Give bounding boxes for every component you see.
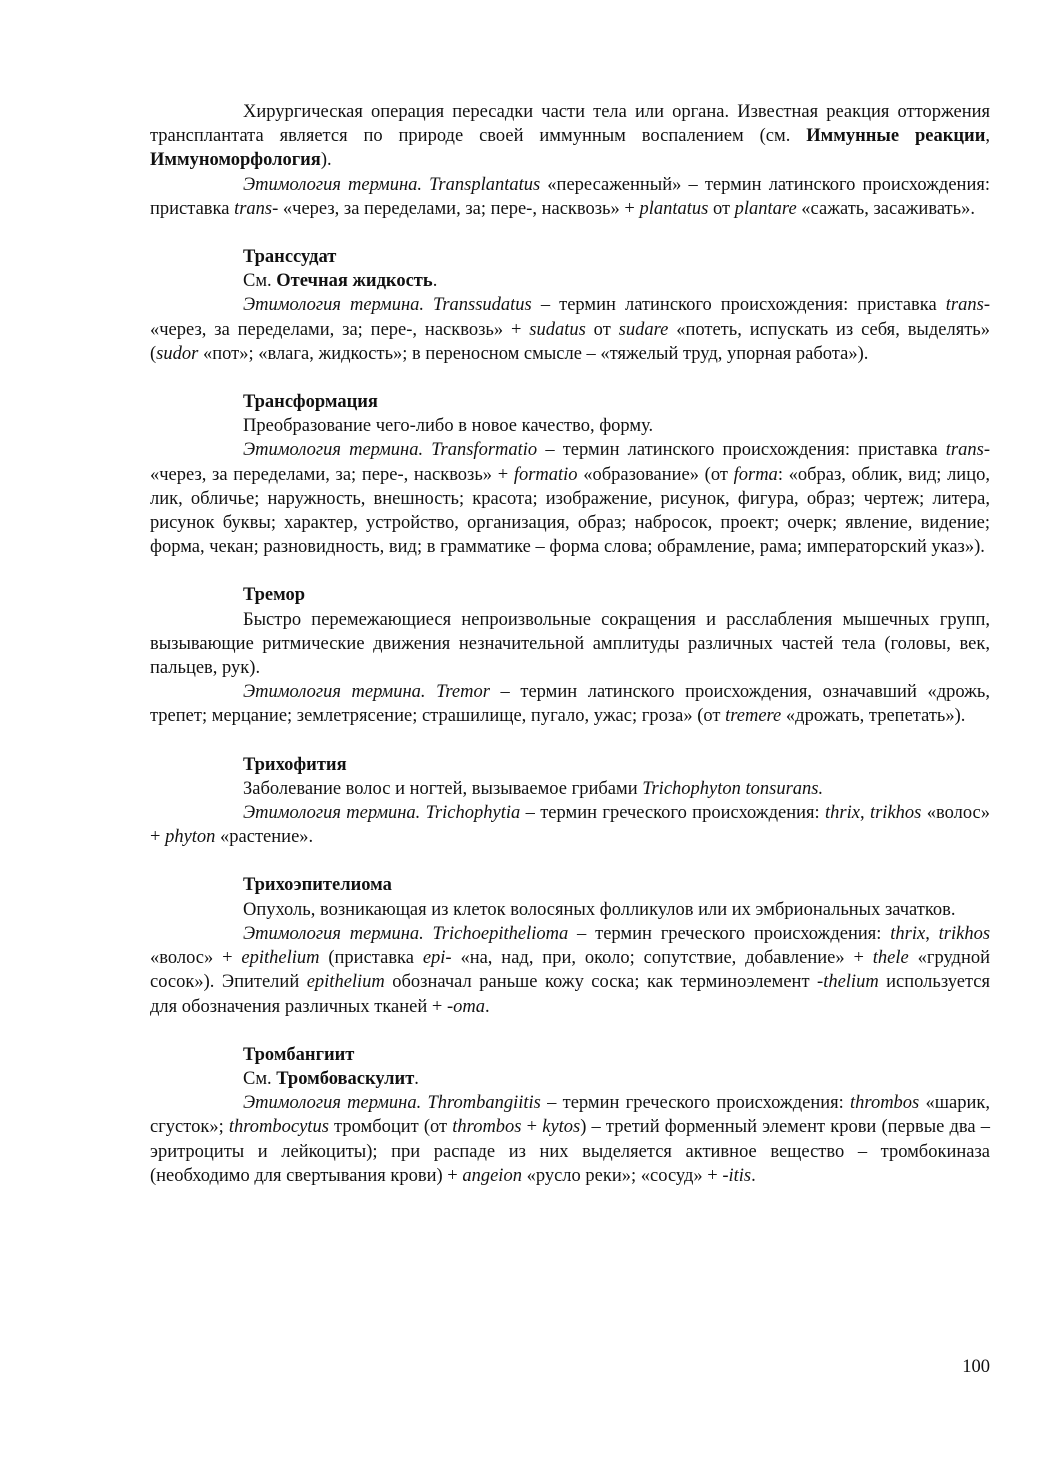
- paragraph: [150, 898, 990, 922]
- italic-term: thrombocytus: [228, 1117, 329, 1138]
- entry-heading: [150, 873, 990, 897]
- text-run: используется для обозначения различных тканей +: [150, 972, 991, 1017]
- entry-heading: [150, 245, 990, 269]
- italic-term: Trichophyton tonsurans.: [642, 778, 824, 799]
- entry-heading: [150, 753, 990, 777]
- text-run: – термин латинского происхождения, означавший «дрожь, трепет; мерцание; землетрясение; страшилище, пугало, ужас; гроза» (от: [150, 682, 990, 727]
- text-run: «через, за переделами, за; пере-, насквозь» +: [150, 319, 530, 340]
- cross-reference-term: Тромбоваскулит: [276, 1068, 415, 1089]
- italic-term: sudatus: [529, 319, 586, 340]
- italic-term: Этимология термина. Tremor: [243, 682, 490, 703]
- text-run: «растение».: [215, 827, 314, 848]
- italic-term: Этимология термина. Transplantatus: [243, 174, 541, 195]
- text-run: «образование» (от: [577, 464, 734, 485]
- text-run: Заболевание волос и ногтей, вызываемое грибами: [243, 778, 643, 799]
- italic-term: Этимология термина. Thrombangiitis: [243, 1093, 541, 1114]
- cross-reference-term: Иммуноморфология: [150, 150, 321, 171]
- text-run: «потеть, испускать из себя, выделять» (: [150, 319, 990, 364]
- text-run: Хирургическая операция пересадки части тела или органа. Известная реакция отторжения трансплантата является по природе своей иммунным воспалением (см.: [150, 102, 990, 147]
- text-run: Преобразование чего-либо в новое качество, форму.: [243, 416, 654, 437]
- paragraph-gap: [150, 1019, 990, 1043]
- italic-term: forma: [733, 464, 778, 485]
- text-run: от: [585, 319, 619, 340]
- text-run: См.: [243, 271, 277, 292]
- text-run: «грудной сосок»). Эпителий: [150, 948, 990, 993]
- italic-term: thrix: [890, 923, 926, 944]
- text-run: – термин греческого происхождения:: [568, 923, 891, 944]
- entry-heading: [150, 1043, 990, 1067]
- text-run: ).: [320, 150, 332, 171]
- text-run: ,: [859, 803, 870, 824]
- text-run: Тромбангиит: [243, 1044, 355, 1065]
- text-run: «через, за переделами, за; пере-, насквозь» +: [278, 198, 640, 219]
- paragraph: [150, 922, 990, 1019]
- text-run: .: [414, 1068, 419, 1089]
- text-run: Транссудат: [243, 247, 337, 268]
- text-run: Трансформация: [243, 392, 378, 413]
- italic-term: tremere: [725, 706, 782, 727]
- italic-term: thele: [872, 948, 909, 969]
- italic-term: -oma: [446, 996, 485, 1017]
- paragraph: [150, 1091, 990, 1188]
- italic-term: trikhos: [869, 803, 922, 824]
- text-run: – термин латинского происхождения: приставка: [531, 295, 946, 316]
- italic-term: angeion: [462, 1165, 522, 1186]
- italic-term: trans-: [945, 440, 990, 461]
- italic-term: kytos: [542, 1117, 581, 1138]
- paragraph-gap: [150, 729, 990, 753]
- cross-reference-term: Отечная жидкость: [276, 271, 433, 292]
- entry-heading: [150, 583, 990, 607]
- paragraph-gap: [150, 559, 990, 583]
- text-run: Быстро перемежающиеся непроизвольные сокращения и расслабления мышечных групп, вызывающие ритмические движения незначительной амплитуды различных частей тела (головы, век, пальцев, рук).: [150, 609, 990, 679]
- paragraph: [150, 100, 990, 173]
- text-run: – термин греческого происхождения:: [540, 1093, 851, 1114]
- text-run: «волос» +: [150, 948, 242, 969]
- italic-term: plantare: [734, 198, 797, 219]
- text-run: ,: [925, 923, 939, 944]
- text-run: (приставка: [319, 948, 423, 969]
- text-run: +: [521, 1117, 543, 1138]
- text-run: «волос» +: [150, 803, 990, 848]
- text-run: «русло реки»; «сосуд» +: [521, 1165, 723, 1186]
- text-run: Трихофития: [243, 754, 347, 775]
- text-run: «пот»; «влага, жидкость»; в переносном смысле – «тяжелый труд, упорная работа»).: [198, 343, 869, 364]
- italic-term: thrombos: [452, 1117, 522, 1138]
- text-run: «дрожать, трепетать»).: [781, 706, 966, 727]
- text-run: «на, над, при, около; сопутствие, добавление» +: [451, 948, 873, 969]
- italic-term: -itis: [722, 1165, 752, 1186]
- italic-term: thrix: [825, 803, 860, 824]
- italic-term: Этимология термина. Transsudatus: [243, 295, 532, 316]
- cross-reference-term: Иммунные реакции: [806, 126, 986, 147]
- italic-term: epithelium: [241, 948, 320, 969]
- entry-heading: [150, 390, 990, 414]
- italic-term: -thelium: [817, 972, 879, 993]
- text-run: «пересаженный» – термин латинского происхождения: приставка: [150, 174, 990, 219]
- text-run: .: [432, 271, 438, 292]
- paragraph: [150, 801, 990, 849]
- text-run: Опухоль, возникающая из клеток волосяных фолликулов или их эмбриональных зачатков.: [243, 899, 956, 920]
- paragraph: [150, 414, 990, 438]
- italic-term: Этимология термина. Transformatio: [243, 440, 538, 461]
- paragraph-gap: [150, 849, 990, 873]
- text-run: ,: [985, 126, 990, 147]
- italic-term: epi-: [422, 948, 452, 969]
- paragraph: [150, 680, 990, 728]
- italic-term: Этимология термина. Trichoepithelioma: [243, 923, 569, 944]
- text-run: «сажать, засаживать».: [796, 198, 975, 219]
- paragraph: [150, 269, 990, 293]
- text-run: «шарик, сгусток»;: [150, 1093, 990, 1138]
- italic-term: trans-: [945, 295, 990, 316]
- italic-term: epithelium: [306, 972, 385, 993]
- text-run: – термин греческого происхождения:: [520, 803, 826, 824]
- italic-term: trans-: [234, 198, 279, 219]
- italic-term: thrombos: [850, 1093, 920, 1114]
- text-run: от: [708, 198, 735, 219]
- paragraph: [150, 1067, 990, 1091]
- text-run: тромбоцит (от: [328, 1117, 453, 1138]
- text-run: Трихоэпителиома: [243, 875, 392, 896]
- italic-term: plantatus: [639, 198, 709, 219]
- document-body: [150, 100, 990, 1188]
- italic-term: phyton: [165, 827, 216, 848]
- text-run: : «образ, облик, вид; лицо, лик, обличье; наружность, внешность; красота; изображение, рисунок, фигура, образ; чертеж; литера, рисунок буквы; характер, устройство, организация, образ; набросок, проект; очерк; явление, видение; форма, чекан; разновидность, вид; в грамматике – форма слова; обрамление, рама; императорский указ»).: [150, 464, 990, 558]
- paragraph: [150, 173, 990, 221]
- text-run: .: [484, 996, 490, 1017]
- italic-term: formatio: [513, 464, 578, 485]
- page-number: 100: [962, 1357, 990, 1377]
- paragraph: [150, 777, 990, 801]
- paragraph-gap: [150, 366, 990, 390]
- text-run: ) – третий форменный элемент крови (первые два – эритроциты и лейкоциты); при распаде из них выделяется активное вещество – тромбокиназа (необходимо для свертывания крови) +: [150, 1117, 991, 1186]
- paragraph: [150, 608, 990, 681]
- italic-term: Этимология термина. Trichophytia: [243, 803, 521, 824]
- paragraph-gap: [150, 221, 990, 245]
- text-run: .: [751, 1165, 756, 1186]
- italic-term: sudor: [156, 343, 199, 364]
- paragraph: [150, 293, 990, 366]
- text-run: Тремор: [243, 585, 306, 606]
- text-run: «через, за переделами, за; пере-, насквозь» +: [150, 464, 514, 485]
- italic-term: trikhos: [938, 923, 991, 944]
- paragraph: [150, 438, 990, 559]
- text-run: – термин латинского происхождения: приставка: [537, 440, 946, 461]
- text-run: См.: [243, 1068, 277, 1089]
- italic-term: sudare: [618, 319, 669, 340]
- text-run: обозначал раньше кожу соска; как терминоэлемент: [384, 972, 818, 993]
